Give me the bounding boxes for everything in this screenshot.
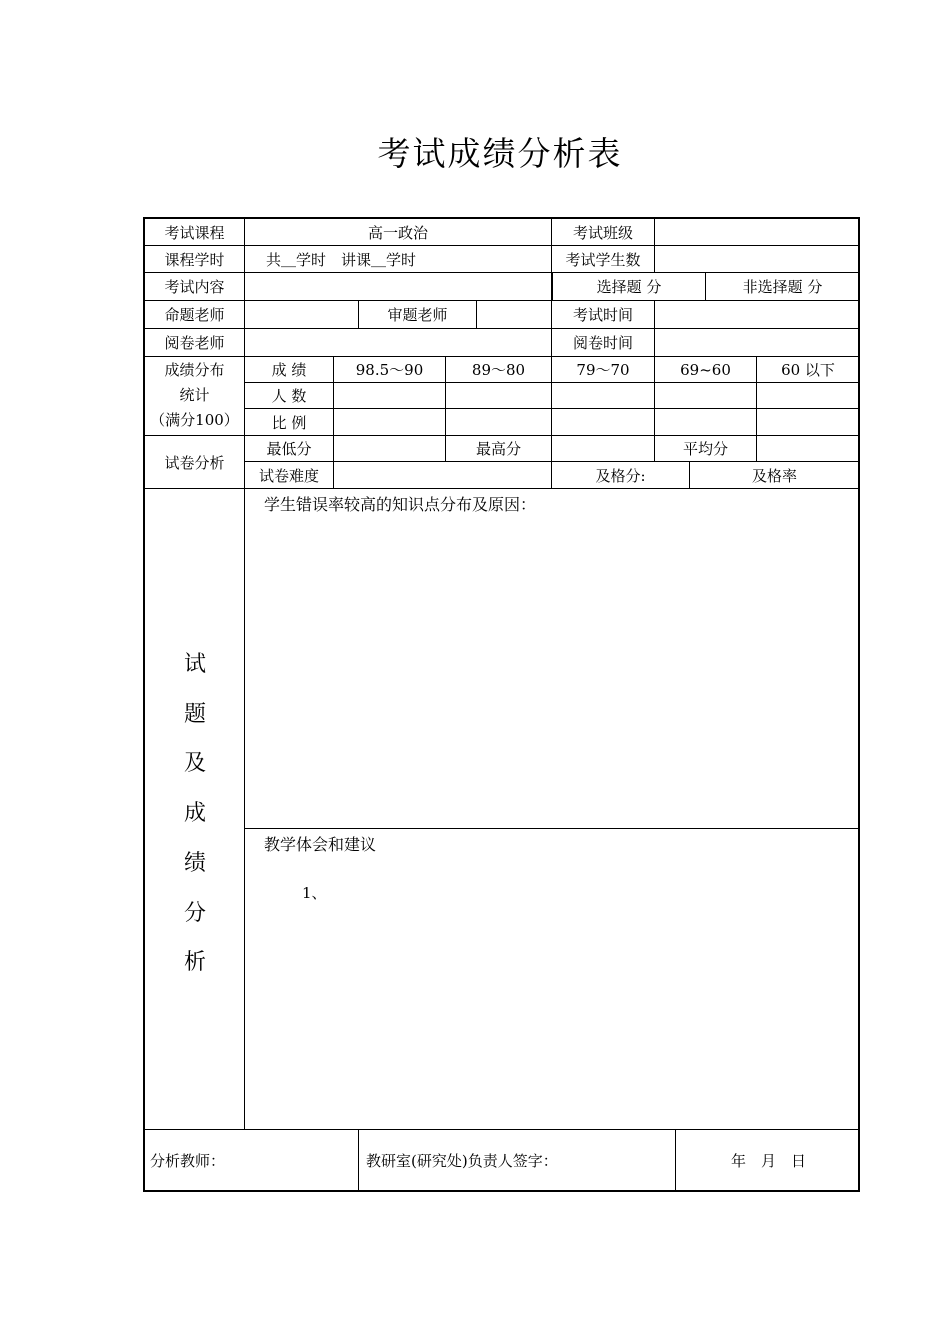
pass-rate-label: 及格率	[751, 466, 797, 485]
students-value[interactable]	[655, 246, 859, 272]
grading-time-label: 阅卷时间	[572, 334, 633, 352]
setter-label: 命题老师	[164, 306, 225, 324]
range-5: 60 以下	[781, 361, 835, 379]
side-char-5: 绩	[183, 851, 206, 876]
class-label: 考试班级	[572, 223, 633, 242]
pass-score-label: 及格分:	[595, 466, 646, 485]
distribution-label	[145, 358, 244, 434]
reviewer-value[interactable]	[477, 301, 551, 328]
teaching-item-1: 1、	[302, 884, 327, 902]
choice-label: 选择题 分	[596, 278, 662, 296]
exam-time-label: 考试时间	[572, 306, 633, 324]
date-label: 年 月 日	[730, 1152, 806, 1170]
range-4: 69~60	[680, 360, 731, 379]
distribution-label-line1: 成绩分布	[164, 361, 225, 379]
errors-heading: 学生错误率较高的知识点分布及原因：	[264, 495, 537, 514]
side-char-6: 分	[183, 901, 206, 926]
side-char-7: 析	[183, 950, 206, 975]
count-label: 人 数	[271, 387, 307, 405]
page-title: 考试成绩分析表	[377, 134, 623, 173]
students-label: 考试学生数	[565, 250, 641, 269]
distribution-label-line3: （满分100）	[150, 411, 239, 429]
side-char-2: 题	[183, 702, 206, 727]
score-header: 成 绩	[271, 361, 307, 379]
avg-score-label: 平均分	[682, 440, 728, 458]
office-signature-label: 教研室(研究处)负责人签字：	[366, 1152, 558, 1170]
hours-label: 课程学时	[164, 250, 225, 269]
exam-time-value[interactable]	[655, 301, 859, 328]
course-label: 考试课程	[164, 223, 225, 242]
grader-label: 阅卷老师	[164, 334, 225, 352]
range-3: 79～70	[576, 361, 630, 379]
course-value: 高一政治	[367, 223, 428, 242]
distribution-label-line2: 统计	[179, 386, 210, 404]
hours-value: 共＿学时 讲课＿学时	[266, 250, 417, 269]
reviewer-label: 审题老师	[387, 306, 448, 324]
paper-analysis-label: 试卷分析	[164, 453, 225, 472]
grading-time-value[interactable]	[655, 329, 859, 356]
nonchoice-label: 非选择题 分	[742, 278, 823, 296]
analysis-teacher-label: 分析教师：	[150, 1152, 226, 1170]
side-char-4: 成	[183, 801, 206, 826]
range-2: 89～80	[471, 361, 526, 379]
ratio-label: 比 例	[271, 413, 307, 432]
teaching-heading: 教学体会和建议	[264, 835, 377, 854]
range-1: 98.5～90	[355, 361, 424, 379]
content-value[interactable]	[245, 273, 551, 300]
grader-value[interactable]	[245, 329, 551, 356]
min-score-label: 最低分	[266, 440, 312, 458]
setter-value[interactable]	[245, 301, 358, 328]
side-char-3: 及	[183, 751, 206, 776]
side-char-1: 试	[183, 652, 206, 677]
content-label: 考试内容	[164, 278, 225, 296]
difficulty-label: 试卷难度	[258, 466, 319, 485]
class-value[interactable]	[655, 219, 859, 245]
max-score-label: 最高分	[475, 440, 521, 458]
